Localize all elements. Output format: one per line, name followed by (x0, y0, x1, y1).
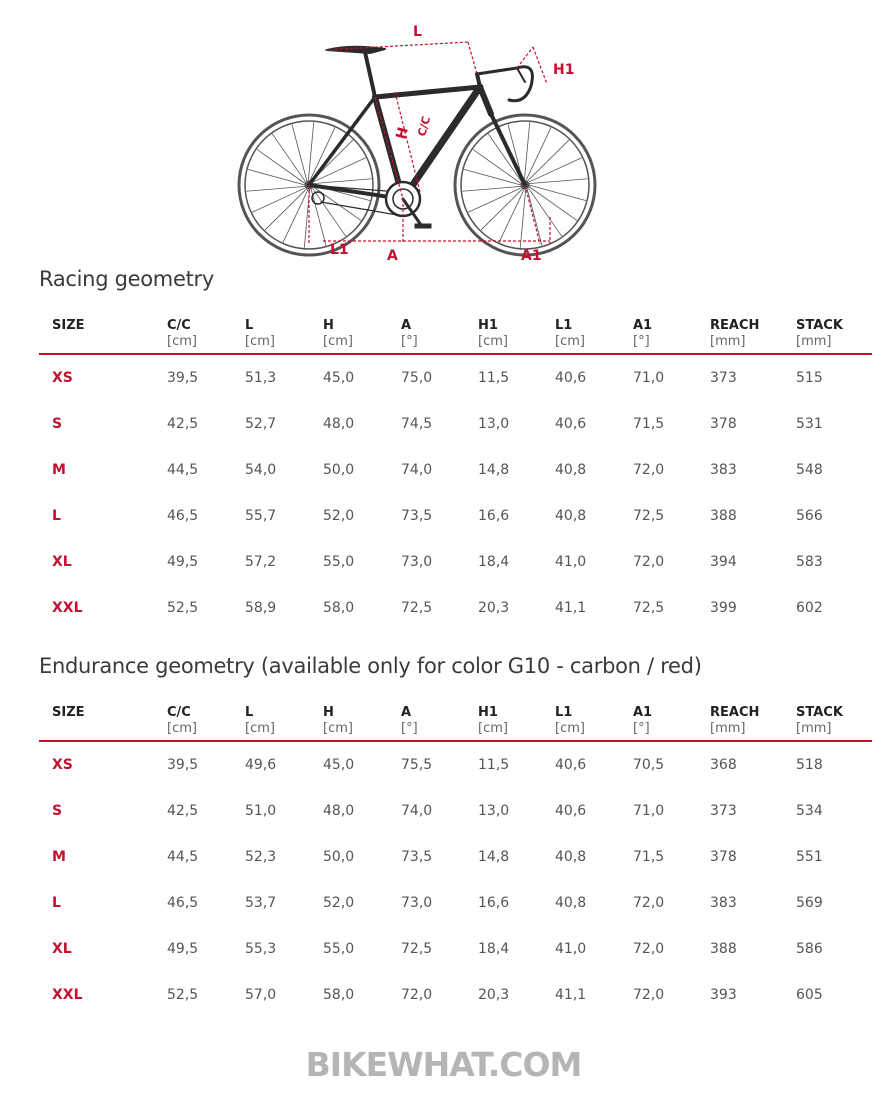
column-label: SIZE (52, 705, 85, 720)
label-A: A (387, 248, 398, 264)
table-cell: 373 (710, 803, 737, 819)
table-cell: 13,0 (478, 803, 510, 819)
table-row (39, 354, 872, 401)
endurance-geometry-title: Endurance geometry (available only for color G10 - carbon / red) (39, 654, 702, 678)
table-cell: 45,0 (323, 370, 355, 386)
wheel-spoke (520, 189, 525, 248)
table-cell: 42,5 (167, 803, 199, 819)
column-label: SIZE (52, 318, 85, 333)
table-cell: 57,0 (245, 987, 277, 1003)
table-cell: 393 (710, 987, 737, 1003)
column-label: H (323, 705, 334, 720)
column-unit: [cm] (167, 721, 197, 736)
table-cell: 52,5 (167, 987, 199, 1003)
wheel-spoke (468, 188, 522, 213)
column-header-h (323, 318, 401, 354)
table-cell: 16,6 (478, 508, 510, 524)
table-row (39, 972, 872, 1018)
column-header-h1 (478, 705, 555, 741)
table-cell: 13,0 (478, 416, 510, 432)
table-cell: 44,5 (167, 849, 199, 865)
label-A1: A1 (521, 248, 542, 264)
column-label: L1 (555, 705, 573, 720)
table-cell: 44,5 (167, 462, 199, 478)
table-cell: 40,6 (555, 416, 587, 432)
size-label: M (52, 849, 66, 865)
table-cell: 73,5 (401, 508, 433, 524)
table-cell: 49,5 (167, 554, 199, 570)
table-cell: 74,0 (401, 803, 433, 819)
table-cell: 49,5 (167, 941, 199, 957)
table-cell: 41,0 (555, 554, 587, 570)
column-unit: [cm] (167, 334, 197, 349)
table-cell: 52,3 (245, 849, 277, 865)
column-header-l1 (555, 705, 633, 741)
table-row (39, 834, 872, 880)
table-cell: 71,5 (633, 849, 665, 865)
table-cell: 74,5 (401, 416, 433, 432)
table-cell: 569 (796, 895, 823, 911)
wheel-spoke (526, 128, 551, 181)
table-cell: 40,8 (555, 508, 587, 524)
column-label: A1 (633, 318, 653, 333)
column-unit: [cm] (555, 334, 585, 349)
column-unit: [°] (633, 334, 650, 349)
racing-geometry-title: Racing geometry (39, 267, 214, 291)
bike-wheels (239, 115, 595, 255)
wheel-spoke (265, 188, 307, 230)
table-cell: 74,0 (401, 462, 433, 478)
table-cell: 48,0 (323, 803, 355, 819)
table-cell: 58,0 (323, 600, 355, 616)
table-cell: 55,7 (245, 508, 277, 524)
table-cell: 55,0 (323, 941, 355, 957)
table-cell: 52,0 (323, 508, 355, 524)
table-cell: 14,8 (478, 462, 510, 478)
column-label: STACK (796, 318, 843, 333)
wheel-spoke (313, 179, 372, 184)
column-header-reach (710, 318, 796, 354)
table-cell: 48,0 (323, 416, 355, 432)
size-label: L (52, 508, 61, 524)
table-cell: 54,0 (245, 462, 277, 478)
table-row (39, 401, 872, 447)
table-cell: 388 (710, 508, 737, 524)
table-cell: 388 (710, 941, 737, 957)
wheel-spoke (481, 188, 523, 230)
column-header-cc (167, 705, 245, 741)
table-cell: 72,0 (633, 987, 665, 1003)
table-cell: 373 (710, 370, 737, 386)
column-unit: [mm] (796, 334, 832, 349)
table-cell: 383 (710, 462, 737, 478)
table-cell: 16,6 (478, 895, 510, 911)
table-cell: 531 (796, 416, 823, 432)
table-cell: 605 (796, 987, 823, 1003)
label-L: L (413, 24, 422, 40)
size-label: L (52, 895, 61, 911)
table-cell: 71,0 (633, 370, 665, 386)
table-cell: 548 (796, 462, 823, 478)
table-cell: 551 (796, 849, 823, 865)
table-cell: 11,5 (478, 757, 510, 773)
column-unit: [cm] (323, 721, 353, 736)
racing-geometry-table (39, 318, 872, 631)
column-header-a1 (633, 705, 710, 741)
bike-geometry-diagram (225, 12, 620, 267)
table-cell: 39,5 (167, 757, 199, 773)
table-cell: 40,6 (555, 370, 587, 386)
column-header-a1 (633, 318, 710, 354)
table-cell: 73,5 (401, 849, 433, 865)
table-cell: 39,5 (167, 370, 199, 386)
column-header-reach (710, 705, 796, 741)
column-unit: [°] (633, 721, 650, 736)
column-unit: [mm] (710, 334, 746, 349)
table-cell: 71,0 (633, 803, 665, 819)
table-cell: 50,0 (323, 462, 355, 478)
table-cell: 50,0 (323, 849, 355, 865)
size-label: S (52, 803, 63, 819)
table-cell: 566 (796, 508, 823, 524)
column-label: L (245, 318, 254, 333)
wheel-spoke (527, 140, 569, 182)
label-H1: H1 (553, 62, 575, 78)
table-cell: 40,8 (555, 895, 587, 911)
table-cell: 583 (796, 554, 823, 570)
table-cell: 72,0 (633, 895, 665, 911)
column-header-l (245, 705, 323, 741)
label-L1: L1 (330, 242, 349, 258)
table-cell: 70,5 (633, 757, 665, 773)
table-cell: 14,8 (478, 849, 510, 865)
table-cell: 72,5 (401, 941, 433, 957)
table-cell: 57,2 (245, 554, 277, 570)
column-label: REACH (710, 318, 760, 333)
bike-frame (309, 47, 532, 228)
table-cell: 534 (796, 803, 823, 819)
column-header-h (323, 705, 401, 741)
column-header-a (401, 705, 478, 741)
column-header-a (401, 318, 478, 354)
column-header-l (245, 318, 323, 354)
column-header-h1 (478, 318, 555, 354)
wheel-spoke (308, 122, 313, 181)
table-cell: 378 (710, 849, 737, 865)
column-unit: [cm] (478, 721, 508, 736)
table-cell: 73,0 (401, 554, 433, 570)
size-label: XS (52, 757, 73, 773)
table-cell: 55,0 (323, 554, 355, 570)
table-cell: 46,5 (167, 508, 199, 524)
table-cell: 45,0 (323, 757, 355, 773)
table-row (39, 741, 872, 788)
table-cell: 71,5 (633, 416, 665, 432)
column-header-size (39, 318, 167, 354)
table-cell: 46,5 (167, 895, 199, 911)
column-label: A (401, 318, 412, 333)
column-unit: [cm] (245, 721, 275, 736)
column-unit: [mm] (796, 721, 832, 736)
table-cell: 40,8 (555, 849, 587, 865)
size-label: XL (52, 554, 72, 570)
table-cell: 40,8 (555, 462, 587, 478)
table-cell: 58,0 (323, 987, 355, 1003)
table-cell: 586 (796, 941, 823, 957)
column-unit (52, 721, 167, 736)
table-cell: 394 (710, 554, 737, 570)
wheel-spoke (499, 189, 524, 242)
table-cell: 72,5 (633, 600, 665, 616)
table-cell: 383 (710, 895, 737, 911)
column-label: STACK (796, 705, 843, 720)
table-cell: 53,7 (245, 895, 277, 911)
label-H: H (393, 125, 412, 142)
wheel-spoke (246, 186, 305, 191)
column-unit: [°] (401, 721, 418, 736)
table-cell: 52,5 (167, 600, 199, 616)
wheel-spoke (252, 188, 306, 213)
table-row (39, 788, 872, 834)
table-row (39, 926, 872, 972)
column-label: A (401, 705, 412, 720)
table-cell: 18,4 (478, 554, 510, 570)
table-cell: 52,0 (323, 895, 355, 911)
column-label: C/C (167, 705, 191, 720)
column-unit: [°] (401, 334, 418, 349)
table-cell: 58,9 (245, 600, 277, 616)
column-unit: [cm] (478, 334, 508, 349)
table-cell: 20,3 (478, 987, 510, 1003)
label-CC: C/C (415, 114, 434, 138)
size-label: S (52, 416, 63, 432)
wheel-spoke (528, 158, 582, 183)
column-unit: [cm] (245, 334, 275, 349)
table-cell: 378 (710, 416, 737, 432)
table-row (39, 539, 872, 585)
table-cell: 41,1 (555, 987, 587, 1003)
table-cell: 72,0 (401, 987, 433, 1003)
table-cell: 40,6 (555, 803, 587, 819)
table-row (39, 493, 872, 539)
column-header-stack (796, 705, 872, 741)
wheel-spoke (524, 122, 529, 181)
table-row (39, 880, 872, 926)
table-cell: 75,0 (401, 370, 433, 386)
table-cell: 72,5 (633, 508, 665, 524)
watermark: BIKEWHAT.COM (305, 1045, 582, 1084)
wheel-spoke (529, 179, 588, 184)
table-cell: 52,7 (245, 416, 277, 432)
wheel-spoke (283, 189, 308, 242)
column-label: L1 (555, 318, 573, 333)
column-header-l1 (555, 318, 633, 354)
table-cell: 42,5 (167, 416, 199, 432)
table-cell: 72,0 (633, 941, 665, 957)
table-cell: 515 (796, 370, 823, 386)
table-cell: 51,3 (245, 370, 277, 386)
table-cell: 399 (710, 600, 737, 616)
column-unit (52, 334, 167, 349)
table-cell: 72,5 (401, 600, 433, 616)
table-cell: 49,6 (245, 757, 277, 773)
size-label: XXL (52, 987, 83, 1003)
table-cell: 368 (710, 757, 737, 773)
table-cell: 518 (796, 757, 823, 773)
size-label: M (52, 462, 66, 478)
size-label: XS (52, 370, 73, 386)
table-cell: 72,0 (633, 462, 665, 478)
column-label: H (323, 318, 334, 333)
column-label: L (245, 705, 254, 720)
column-unit: [cm] (555, 721, 585, 736)
table-cell: 73,0 (401, 895, 433, 911)
table-cell: 51,0 (245, 803, 277, 819)
column-label: H1 (478, 318, 498, 333)
size-label: XL (52, 941, 72, 957)
column-label: C/C (167, 318, 191, 333)
table-cell: 55,3 (245, 941, 277, 957)
table-cell: 11,5 (478, 370, 510, 386)
table-cell: 75,5 (401, 757, 433, 773)
column-label: REACH (710, 705, 760, 720)
column-unit: [cm] (323, 334, 353, 349)
table-cell: 41,0 (555, 941, 587, 957)
table-cell: 72,0 (633, 554, 665, 570)
table-cell: 40,6 (555, 757, 587, 773)
wheel-spoke (462, 186, 521, 191)
column-header-cc (167, 318, 245, 354)
table-cell: 41,1 (555, 600, 587, 616)
table-row (39, 447, 872, 493)
table-row (39, 585, 872, 631)
geometry-measure-lines (309, 42, 550, 244)
column-unit: [mm] (710, 721, 746, 736)
table-cell: 20,3 (478, 600, 510, 616)
endurance-geometry-table (39, 705, 872, 1018)
column-label: A1 (633, 705, 653, 720)
size-label: XXL (52, 600, 83, 616)
table-cell: 602 (796, 600, 823, 616)
column-label: H1 (478, 705, 498, 720)
column-header-size (39, 705, 167, 741)
table-cell: 18,4 (478, 941, 510, 957)
column-header-stack (796, 318, 872, 354)
